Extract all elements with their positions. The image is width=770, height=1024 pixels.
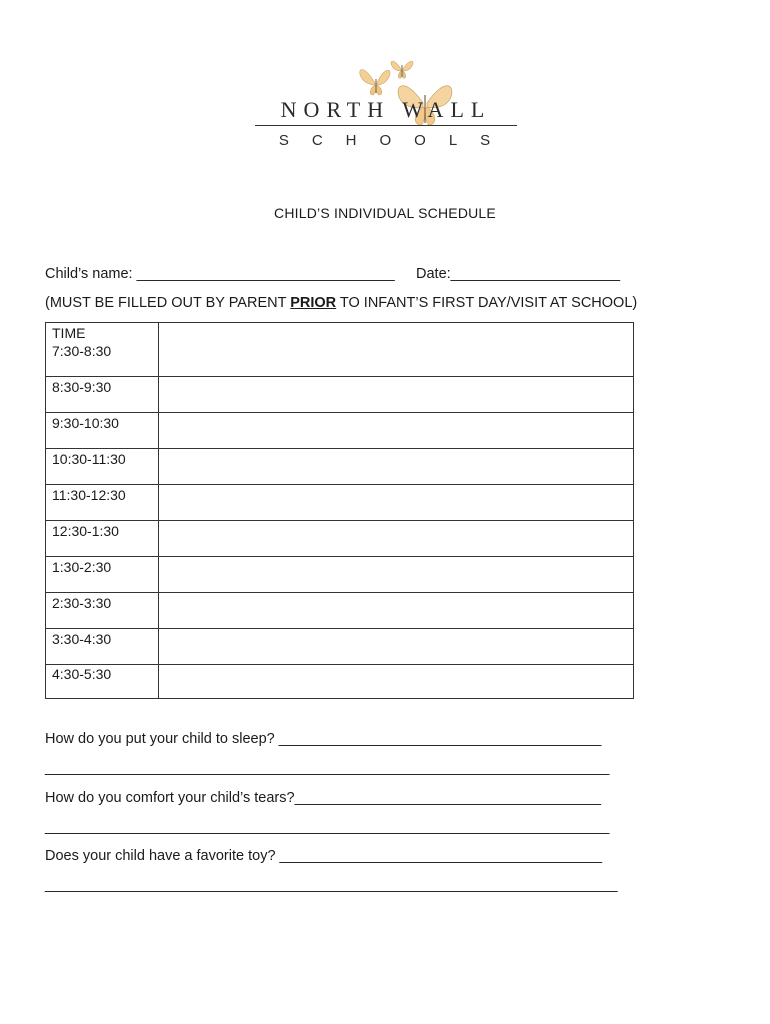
table-row bbox=[46, 449, 633, 485]
brand-name-bottom: SCHOOLS bbox=[278, 132, 514, 149]
time-slot-label: 10:30-11:30 bbox=[52, 451, 126, 467]
time-slot-label: 8:30-9:30 bbox=[52, 379, 112, 395]
logo-divider bbox=[255, 125, 517, 126]
brand-name-top: NORTH WALL bbox=[280, 97, 492, 122]
schedule-entry-cell[interactable] bbox=[159, 485, 633, 520]
schedule-entry-cell[interactable] bbox=[159, 521, 633, 556]
parent-notice bbox=[45, 295, 637, 311]
time-slot-label: 9:30-10:30 bbox=[52, 415, 119, 431]
table-row bbox=[46, 377, 633, 413]
notice-text-before: (MUST BE FILLED OUT BY PARENT bbox=[45, 295, 291, 311]
schedule-entry-cell[interactable] bbox=[159, 413, 633, 448]
comfort-answer-line[interactable]: ______________________________________________________________________ bbox=[45, 819, 610, 835]
schedule-entry-cell[interactable] bbox=[159, 377, 633, 412]
schedule-entry-cell[interactable] bbox=[159, 593, 633, 628]
table-row bbox=[46, 593, 633, 629]
favorite-toy-answer-line[interactable]: _______________________________________________________________________ bbox=[45, 877, 618, 893]
time-slot-label: 4:30-5:30 bbox=[52, 666, 112, 682]
schedule-entry-cell[interactable] bbox=[159, 341, 633, 376]
notice-text-after: TO INFANT’S FIRST DAY/VISIT AT SCHOOL) bbox=[336, 295, 638, 311]
form-title: CHILD’S INDIVIDUAL SCHEDULE bbox=[274, 205, 496, 221]
favorite-toy-question[interactable]: Does your child have a favorite toy? ________________________________________ bbox=[45, 848, 603, 864]
notice-emphasis: PRIOR bbox=[290, 295, 337, 311]
schedule-entry-cell[interactable] bbox=[159, 557, 633, 592]
table-row bbox=[46, 521, 633, 557]
comfort-question[interactable]: How do you comfort your child’s tears?______________________________________ bbox=[45, 790, 602, 806]
date-field[interactable]: Date:_____________________ bbox=[416, 266, 621, 282]
time-slot-label: 2:30-3:30 bbox=[52, 595, 112, 611]
time-slot-label: 1:30-2:30 bbox=[52, 559, 112, 575]
table-row bbox=[46, 629, 633, 665]
table-row bbox=[46, 557, 633, 593]
sleep-answer-line[interactable]: ______________________________________________________________________ bbox=[45, 760, 610, 776]
time-slot-label: 11:30-12:30 bbox=[52, 487, 126, 503]
sleep-question[interactable]: How do you put your child to sleep? ________________________________________ bbox=[45, 731, 602, 747]
table-row bbox=[46, 341, 633, 377]
table-row bbox=[46, 413, 633, 449]
time-slot-label: 3:30-4:30 bbox=[52, 631, 112, 647]
child-name-field[interactable]: Child’s name: ________________________________ bbox=[45, 266, 395, 282]
schedule-entry-cell[interactable] bbox=[159, 664, 633, 699]
table-row bbox=[46, 485, 633, 521]
time-slot-label: 12:30-1:30 bbox=[52, 523, 119, 539]
time-column-header: TIME bbox=[52, 325, 86, 341]
time-slot-label: 7:30-8:30 bbox=[52, 343, 112, 359]
schedule-entry-cell[interactable] bbox=[159, 449, 633, 484]
table-row bbox=[46, 664, 633, 699]
schedule-entry-cell[interactable] bbox=[159, 629, 633, 664]
schedule-table bbox=[45, 322, 634, 699]
school-logo bbox=[255, 55, 517, 155]
